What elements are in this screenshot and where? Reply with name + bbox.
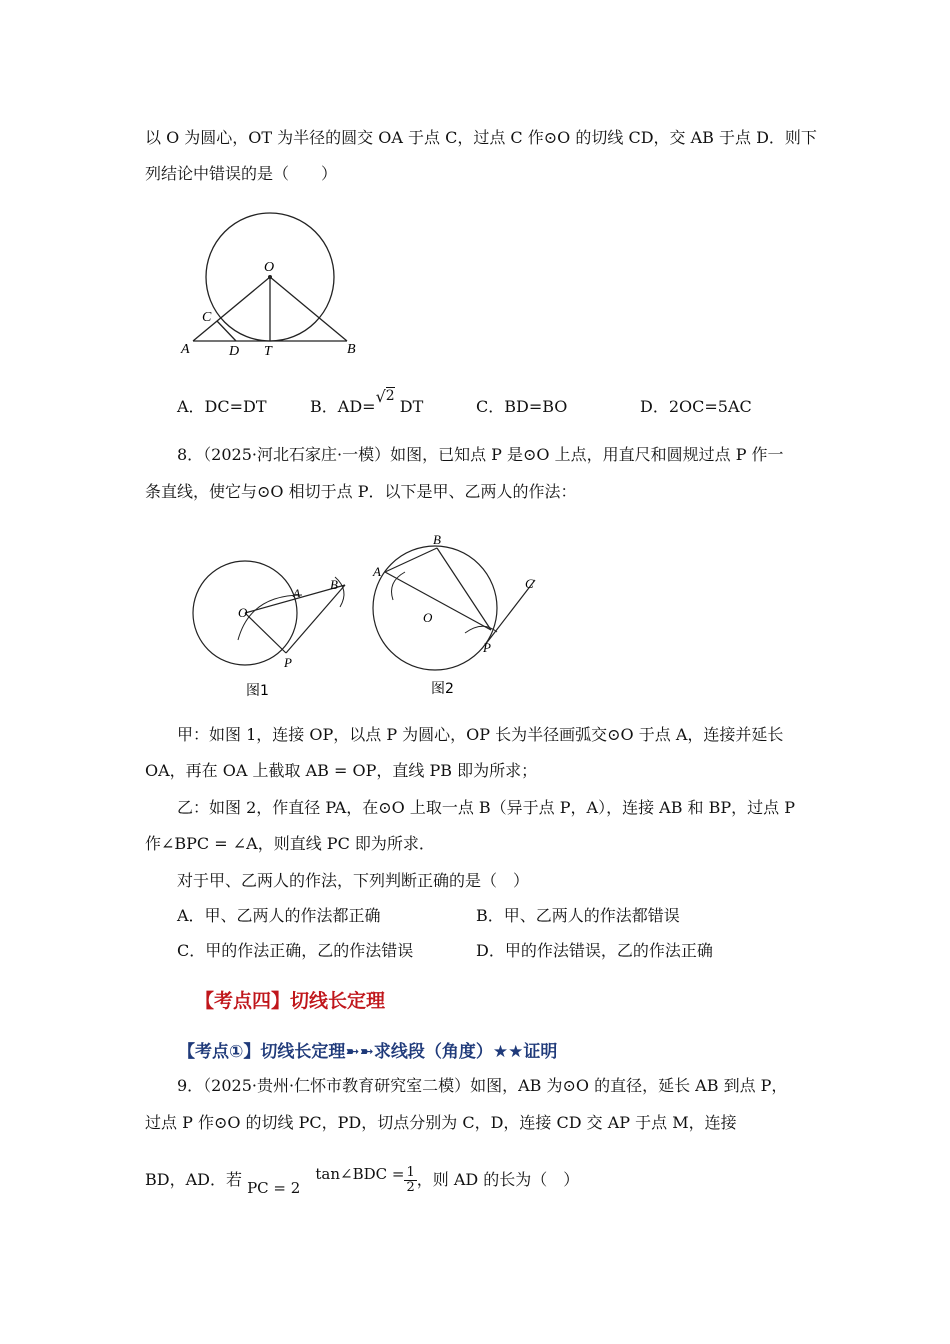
q7-label-a: A [181, 342, 190, 357]
q8-figure-1 [190, 555, 370, 705]
q7-label-t: T [264, 344, 272, 359]
q7-line-ob [270, 277, 347, 341]
q9-tan-label: tan∠BDC = [315, 1165, 405, 1183]
q8-stem-line1: 8．（2025·河北石家庄·一模）如图，已知点 P 是⊙O 上点，用直尺和圆规过点 P 作一 [177, 445, 784, 464]
q7-label-d: D [229, 344, 240, 359]
fig2-label-c: C [525, 576, 534, 591]
fig1-label-o: O [238, 605, 248, 620]
fig2-line-ap [385, 572, 491, 630]
q8-option-a: A．甲、乙两人的作法都正确 [177, 906, 381, 925]
q7-stem-line1: 以 O 为圆心，OT 为半径的圆交 OA 于点 C，过点 C 作⊙O 的切线 CD，交 AB 于点 D．则下 [145, 128, 817, 147]
q7-label-b: B [347, 342, 356, 357]
q8-figure-2 [365, 530, 555, 700]
q9-stem-line2: 过点 P 作⊙O 的切线 PC，PD，切点分别为 C，D，连接 CD 交 AP 于点 M，连接 [145, 1113, 737, 1132]
fig2-caption: 图2 [431, 681, 454, 697]
q7-stem-line2: 列结论中错误的是（ ） [145, 164, 338, 183]
q9-stem-line3 [145, 1160, 579, 1200]
fig2-label-b: B [433, 532, 441, 547]
q8-question: 对于甲、乙两人的作法，下列判断正确的是（ ） [177, 871, 530, 890]
fig2-label-p: P [483, 640, 491, 655]
q7-option-b [310, 387, 424, 419]
q7-option-a: A．DC=DT [177, 397, 267, 416]
q7-figure [175, 205, 375, 365]
q7-option-b-root: 2 [385, 388, 395, 404]
fig1-caption: 图1 [246, 683, 269, 699]
q7-option-b-suffix: DT [399, 397, 424, 416]
q8-yi-line2: 作∠BPC = ∠A，则直线 PC 即为所求． [145, 834, 435, 853]
q9-line3-prefix: BD，AD．若 [145, 1170, 242, 1189]
q9-tan-fraction [404, 1166, 416, 1195]
q9-line3-suffix: ，则 AD 的长为（ ） [416, 1170, 580, 1189]
fig1-label-b: B [330, 577, 338, 592]
q9-tan-den: 2 [406, 1180, 415, 1195]
q8-stem-line2: 条直线，使它与⊙O 相切于点 P．以下是甲、乙两人的作法： [145, 482, 577, 501]
q8-jia-line2: OA，再在 OA 上截取 AB = OP，直线 PB 即为所求； [145, 761, 538, 780]
q7-option-b-prefix: B．AD= [310, 397, 376, 416]
fig2-circle [373, 546, 497, 670]
q9-pc-eq: PC = 2 [247, 1179, 301, 1197]
q9-tan-num: 1 [406, 1165, 415, 1180]
sqrt-sign: √ [375, 387, 386, 406]
q7-line-oa [193, 277, 270, 341]
q7-option-c: C．BD=BO [476, 397, 568, 416]
fig2-line-bp [437, 548, 491, 630]
sub-heading: 【考点①】切线长定理➼➼求线段（角度）★★证明 [178, 1042, 558, 1062]
q8-option-d: D．甲的作法错误，乙的作法正确 [476, 941, 713, 960]
fig2-label-o: O [423, 610, 433, 625]
q8-option-c: C．甲的作法正确，乙的作法错误 [177, 941, 414, 960]
fig1-label-a: A [293, 586, 301, 600]
q7-option-d: D．2OC=5AC [640, 397, 752, 416]
q7-label-o: O [264, 260, 275, 275]
fig2-line-ab [385, 548, 437, 572]
q7-label-c: C [202, 310, 212, 325]
q8-jia-line1: 甲：如图 1，连接 OP，以点 P 为圆心，OP 长为半径画弧交⊙O 于点 A，连接并延长 [177, 725, 784, 744]
q7-point-o [268, 275, 272, 279]
section-heading: 【考点四】切线长定理 [195, 990, 386, 1012]
q8-option-b: B．甲、乙两人的作法都错误 [476, 906, 680, 925]
fig2-label-a: A [373, 564, 381, 579]
q9-stem-line1: 9．（2025·贵州·仁怀市教育研究室二模）如图，AB 为⊙O 的直径，延长 AB 到点 P， [177, 1076, 788, 1095]
fig1-label-p: P [284, 655, 292, 670]
fig1-line-op [245, 613, 286, 653]
q8-yi-line1: 乙：如图 2，作直径 PA，在⊙O 上取一点 B（异于点 P，A），连接 AB 和 BP，过点 P [177, 798, 796, 817]
